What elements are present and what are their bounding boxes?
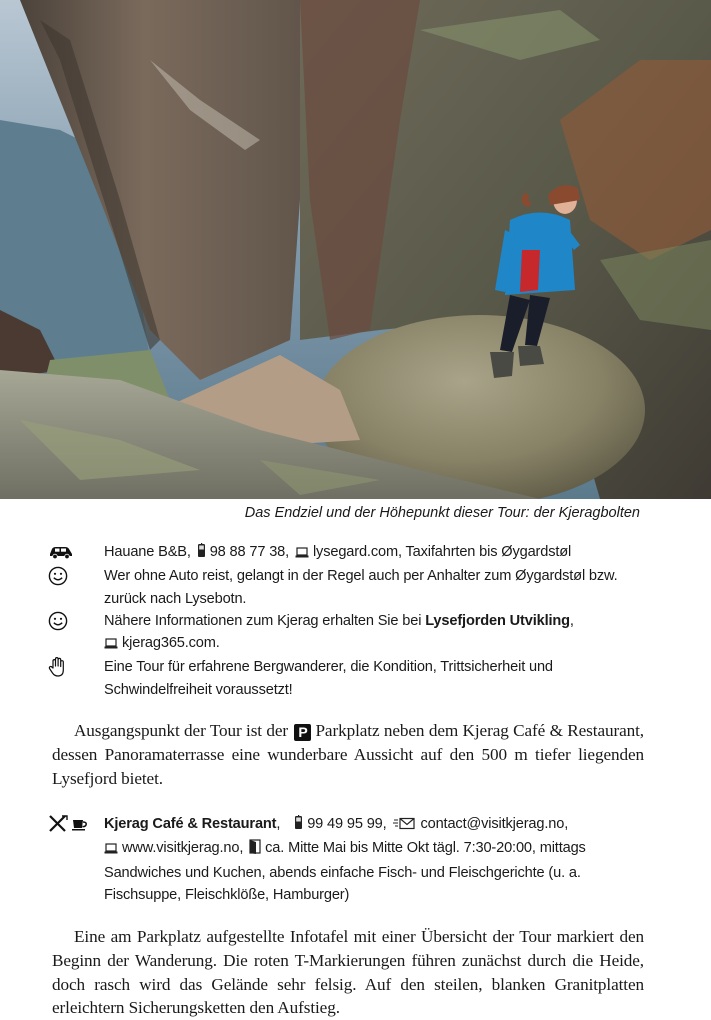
para1-after: Parkplatz neben dem Kjerag Café & Restaurant, dessen Panoramaterrasse eine wunderbare Aussicht auf den 500 m tiefer liegenden Lysefjord bietet.: [52, 721, 644, 788]
restaurant-hours: ca. Mitte Mai bis Mitte Okt tägl. 7:30-20:00, mittags Sandwiches und Kuchen, abends einfache Fisch- und Fleischgerichte (u. a. Fischsuppe, Fleischklöße, Hamburger): [104, 840, 586, 903]
info-phone: 98 88 77 38,: [209, 544, 290, 560]
climber-on-boulder-photo: [0, 0, 711, 499]
phone-icon: [197, 543, 206, 565]
laptop-icon: [104, 839, 118, 861]
info-row-hitchhike: [48, 565, 648, 610]
phone-icon: [294, 815, 303, 837]
hand-icon: [48, 656, 78, 678]
laptop-icon: [104, 634, 118, 656]
hero-photo: [0, 0, 711, 499]
info-text-kjerag: Nähere Informationen zum Kjerag erhalten Sie bei: [104, 612, 422, 629]
info-row-kjerag-info: [48, 610, 648, 657]
info-kjerag-web-link[interactable]: kjerag365.com.: [122, 635, 220, 652]
restaurant-email-link[interactable]: contact@visitkjerag.no,: [420, 816, 569, 832]
restaurant-web-link[interactable]: www.visitkjerag.no,: [122, 840, 244, 857]
info-text-hitchhike: Wer ohne Auto reist, gelangt in der Regel auch per Anhalter zum Øygardstøl bzw. zurück nach Lysebotn.: [104, 568, 618, 607]
para2-text: Eine am Parkplatz aufgestellte Infotafel mit einer Übersicht der Tour markiert den Beginn der Wanderung. Die roten T-Markierungen führen zunächst durch die Heide, doch rasch wird das Gelände sehr felsig. Auf den steilen, blanken Granitplatten erleichtern Sicherungsketten den Aufstieg.: [52, 927, 644, 1018]
door-open-icon: [249, 839, 261, 861]
info-name: Hauane B&B,: [104, 544, 191, 560]
info-comma: ,: [569, 612, 574, 629]
info-row-difficulty: [48, 656, 648, 701]
info-list: [48, 541, 648, 701]
laptop-icon: [295, 543, 309, 565]
restaurant-info: [48, 813, 648, 906]
smiley-icon: [48, 565, 78, 587]
email-icon: [392, 815, 416, 837]
info-org-name: Lysefjorden Utvikling: [425, 612, 570, 629]
parking-icon: P: [294, 724, 311, 741]
coffee-cup-icon: [72, 817, 88, 831]
restaurant-phone: 99 49 95 99,: [307, 816, 387, 832]
paragraph-start: [52, 719, 644, 790]
info-text-difficulty: Eine Tour für erfahrene Bergwanderer, die Kondition, Trittsicherheit und Schwindelfreiheit voraussetzt!: [104, 659, 553, 698]
info-rest: Taxifahrten bis Øygardstøl: [405, 544, 572, 560]
restaurant-name: Kjerag Café & Restaurant: [104, 816, 277, 832]
restaurant-comma: ,: [276, 816, 281, 832]
paragraph-route: [52, 925, 644, 1020]
photo-caption: Das Endziel und der Höhepunkt dieser Tour: der Kjeragbolten: [244, 505, 640, 521]
smiley-icon: [48, 610, 78, 632]
restaurant-icons: [48, 815, 88, 833]
info-web-link[interactable]: lysegard.com,: [312, 544, 402, 560]
para1-before: Ausgangspunkt der Tour ist der: [74, 721, 289, 740]
cutlery-icon: [48, 815, 68, 833]
car-icon: [48, 541, 78, 563]
info-row-car: [48, 541, 648, 565]
